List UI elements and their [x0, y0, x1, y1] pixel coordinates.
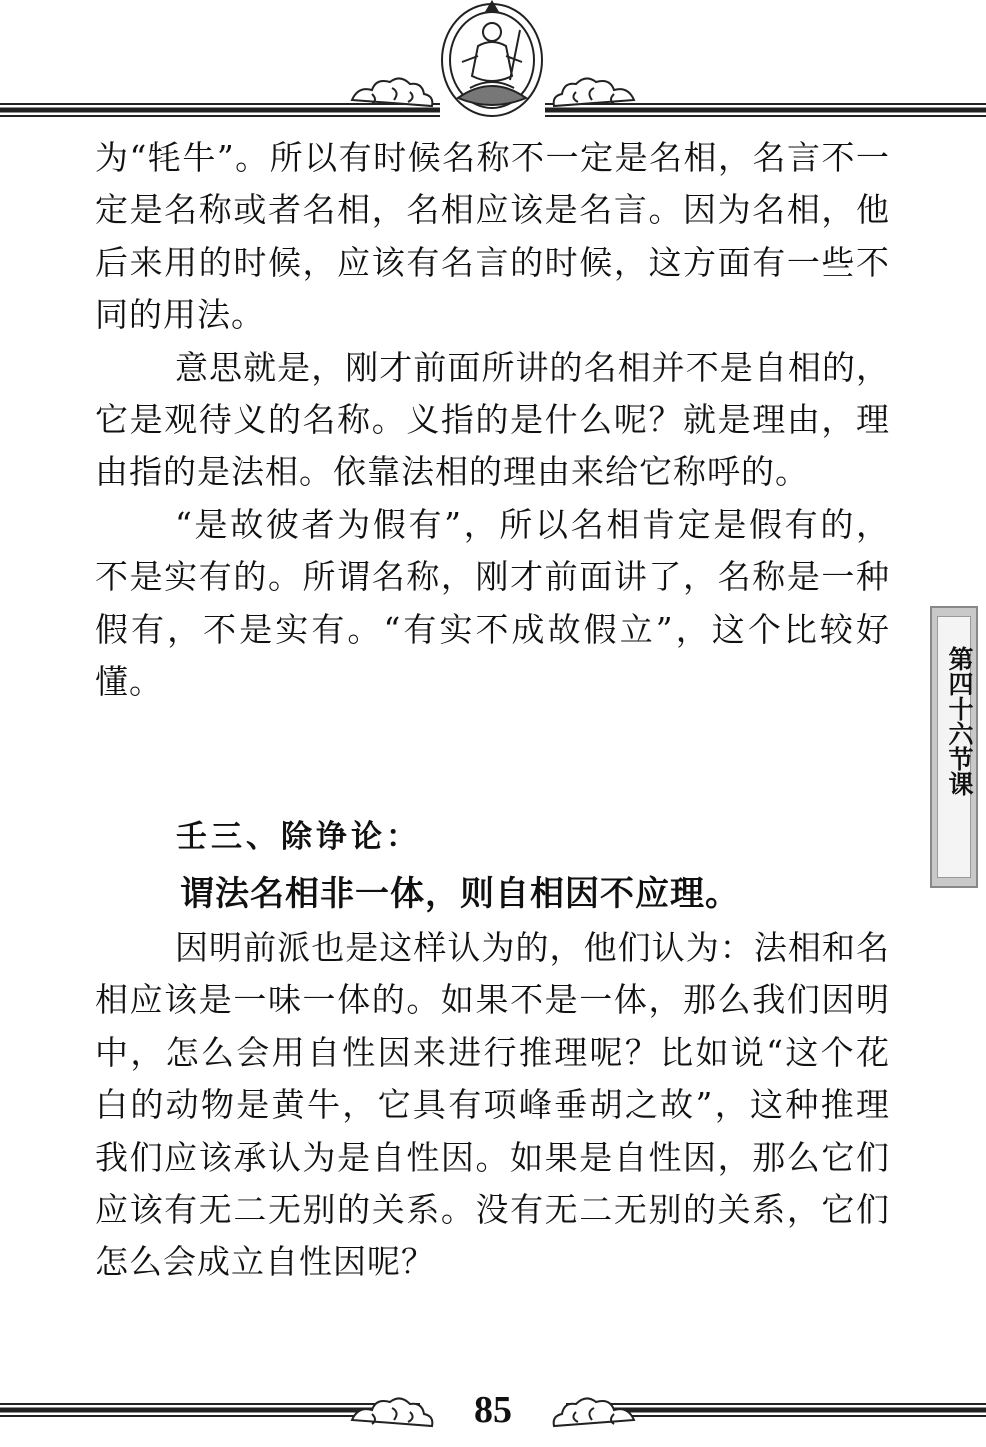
- page-number: 85: [474, 1389, 512, 1431]
- page-header: [0, 0, 986, 125]
- body-text-bottom: [95, 922, 890, 1289]
- body-text-top: [95, 132, 890, 708]
- section-heading: 壬三、除诤论：: [176, 819, 421, 855]
- paragraph: 因明前派也是这样认为的，他们认为：法相和名相应该是一味一体的。如果不是一体，那么我们因明中，怎么会用自性因来进行推理呢？比如说“这个花白的动物是黄牛，它具有项峰垂胡之故”，这种推理我们应该承认为是自性因。如果是自性因，那么它们应该有无二无别的关系。没有无二无别的关系，它们怎么会成立自性因呢？: [95, 928, 890, 1282]
- auspicious-cloud-icon: [554, 1398, 634, 1426]
- paragraph: “是故彼者为假有”，所以名相肯定是假有的，不是实有的。所谓名称，刚才前面讲了，名称是一种假有，不是实有。“有实不成故假立”，这个比较好懂。: [95, 504, 890, 702]
- header-ornament: [0, 0, 986, 125]
- buddhist-deity-figure-icon: [442, 2, 542, 116]
- paragraph: 为“牦牛”。所以有时候名称不一定是名相，名言不一定是名称或者名相，名相应该是名言。因为名相，他后来用的时候，应该有名言的时候，这方面有一些不同的用法。: [95, 138, 890, 335]
- paragraph: 意思就是，刚才前面所讲的名相并不是自相的，它是观待义的名称。义指的是什么呢？就是理由，理由指的是法相。依靠法相的理由来给它称呼的。: [95, 347, 890, 492]
- root-verse: 谓法名相非一体，则自相因不应理。: [180, 874, 740, 914]
- chapter-side-tab: [930, 606, 978, 888]
- chapter-side-tab-label: 第四十六节课: [945, 646, 974, 796]
- auspicious-cloud-icon: [352, 1398, 432, 1426]
- auspicious-cloud-icon: [352, 78, 432, 106]
- auspicious-cloud-icon: [554, 78, 634, 106]
